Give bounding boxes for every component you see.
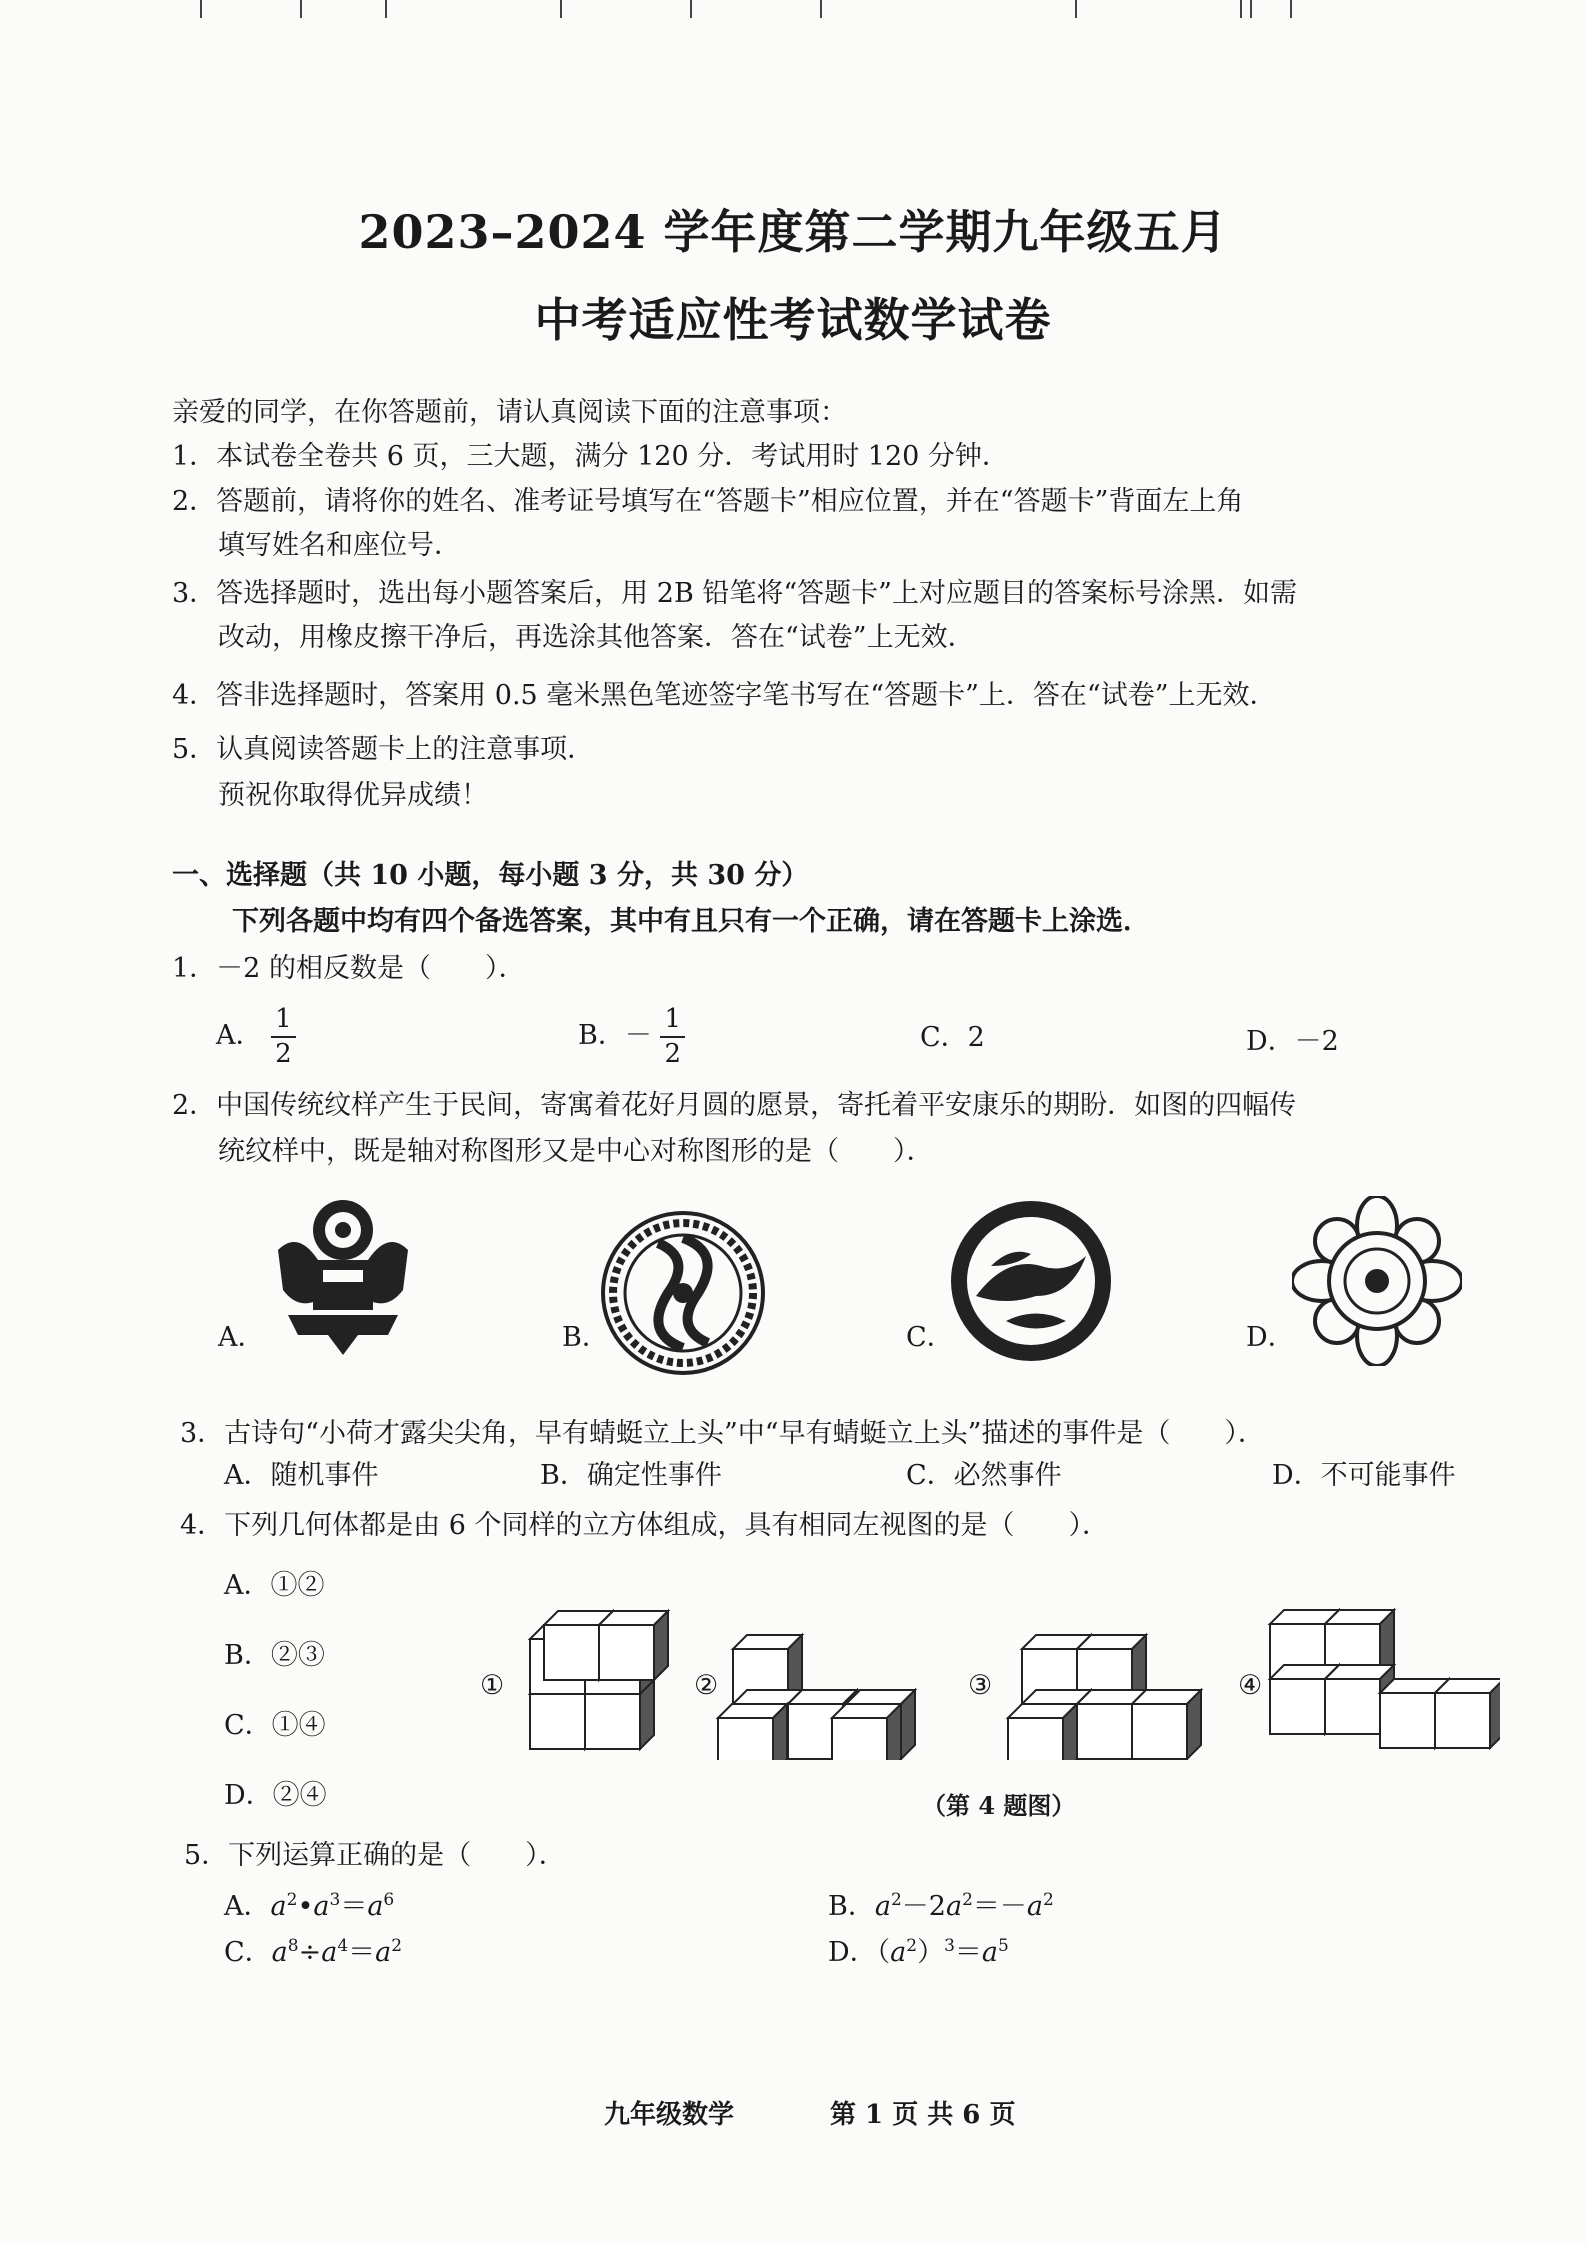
q5-option-b: B．$a^2-2a^2=-a^2$ <box>828 1890 1054 1922</box>
section-heading: 一、选择题（共 10 小题，每小题 3 分，共 30 分） <box>172 860 809 891</box>
q4-option-b: B．②③ <box>224 1640 325 1671</box>
q1-option-b <box>578 1003 685 1070</box>
fraction-denominator: 2 <box>664 1038 681 1069</box>
q2-option-d: D． <box>1246 1322 1295 1353</box>
q2-stem-line2: 统纹样中，既是轴对称图形又是中心对称图形的是（ ）． <box>218 1136 934 1167</box>
fraction-denominator: 2 <box>275 1038 292 1069</box>
cube-label-3: ③ <box>968 1670 993 1701</box>
q4-option-a: A．①② <box>224 1570 325 1601</box>
q3-option-a: A．随机事件 <box>224 1460 379 1491</box>
q1-stem: 1．－2 的相反数是（ ）． <box>172 953 526 984</box>
notice-item-4: 4．答非选择题时，答案用 0.5 毫米黑色笔迹签字笔书写在“答题卡”上．答在“试卷”上无效． <box>172 680 1277 711</box>
notice-item-3b: 改动，用橡皮擦干净后，再选涂其他答案．答在“试卷”上无效． <box>218 622 975 653</box>
q5-option-d: D．$(a^2)^3=a^5$ <box>828 1936 1009 1968</box>
cube-figure-4 <box>1270 1610 1500 1748</box>
q2-stem-line1: 2．中国传统纹样产生于民间，寄寓着花好月圆的愿景，寄托着平安康乐的期盼．如图的四幅传 <box>172 1090 1297 1121</box>
q1-option-a-fraction <box>271 1003 296 1070</box>
exam-title-line1: 2023–2024 学年度第二学期九年级五月 <box>358 205 1228 259</box>
notice-item-1: 1．本试卷全卷共 6 页，三大题，满分 120 分．考试用时 120 分钟． <box>172 441 1009 472</box>
q5-option-a: A．$a^2•a^3=a^6$ <box>224 1890 395 1922</box>
q1-option-c: C．2 <box>920 1022 985 1053</box>
fraction-numerator: 1 <box>271 1003 296 1038</box>
cube-label-2: ② <box>694 1670 719 1701</box>
pattern-figure-d <box>1292 1196 1462 1366</box>
footer-page-number: 第 1 页 共 6 页 <box>830 2100 1016 2130</box>
q2-option-c: C． <box>906 1322 954 1353</box>
notice-wish: 预祝你取得优异成绩！ <box>218 780 488 811</box>
q1-option-b-label: B．－ <box>578 1020 652 1051</box>
q5-option-c: C．$a^8\div a^4=a^2$ <box>224 1936 403 1968</box>
section-instruction: 下列各题中均有四个备选答案，其中有且只有一个正确，请在答题卡上涂选． <box>232 906 1150 937</box>
pattern-figure-b <box>598 1208 768 1378</box>
footer-subject: 九年级数学 <box>604 2100 735 2130</box>
figure-caption: （第 4 题图） <box>922 1791 1076 1820</box>
cube-figure-3 <box>1008 1635 1201 1760</box>
notice-item-2a: 2．答题前，请将你的姓名、准考证号填写在“答题卡”相应位置，并在“答题卡”背面左上角 <box>172 486 1244 517</box>
q2-option-b: B． <box>562 1322 609 1353</box>
cube-figure-1 <box>530 1611 668 1749</box>
q1-option-b-fraction <box>660 1003 685 1070</box>
q1-option-a <box>216 1003 296 1070</box>
q3-option-d: D．不可能事件 <box>1272 1460 1456 1491</box>
fraction-numerator: 1 <box>660 1003 685 1038</box>
notice-intro: 亲爱的同学，在你答题前，请认真阅读下面的注意事项： <box>172 397 847 428</box>
notice-item-3a: 3．答选择题时，选出每小题答案后，用 2B 铅笔将“答题卡”上对应题目的答案标号涂黑．如需 <box>172 578 1297 609</box>
q3-stem: 3．古诗句“小荷才露尖尖角，早有蜻蜓立上头”中“早有蜻蜓立上头”描述的事件是（ ）． <box>180 1418 1265 1449</box>
q3-option-c: C．必然事件 <box>906 1460 1062 1491</box>
notice-item-5: 5．认真阅读答题卡上的注意事项． <box>172 734 595 765</box>
pattern-figure-a <box>258 1190 428 1360</box>
q4-option-d: D．②④ <box>224 1780 327 1811</box>
q3-option-b: B．确定性事件 <box>540 1460 722 1491</box>
exam-title-line2: 中考适应性考试数学试卷 <box>534 293 1052 347</box>
q4-option-c: C．①④ <box>224 1710 326 1741</box>
notice-item-2b: 填写姓名和座位号． <box>218 530 461 561</box>
q1-option-d: D．－2 <box>1246 1026 1339 1057</box>
cube-label-4: ④ <box>1238 1670 1263 1701</box>
cube-figure-2 <box>718 1635 915 1760</box>
pattern-figure-c <box>946 1196 1116 1366</box>
q4-stem: 4．下列几何体都是由 6 个同样的立方体组成，具有相同左视图的是（ ）． <box>180 1510 1110 1541</box>
q2-option-a: A． <box>218 1322 265 1353</box>
q1-option-a-label: A． <box>216 1020 263 1051</box>
q5-stem: 5．下列运算正确的是（ ）． <box>184 1840 566 1871</box>
cube-label-1: ① <box>480 1670 505 1701</box>
